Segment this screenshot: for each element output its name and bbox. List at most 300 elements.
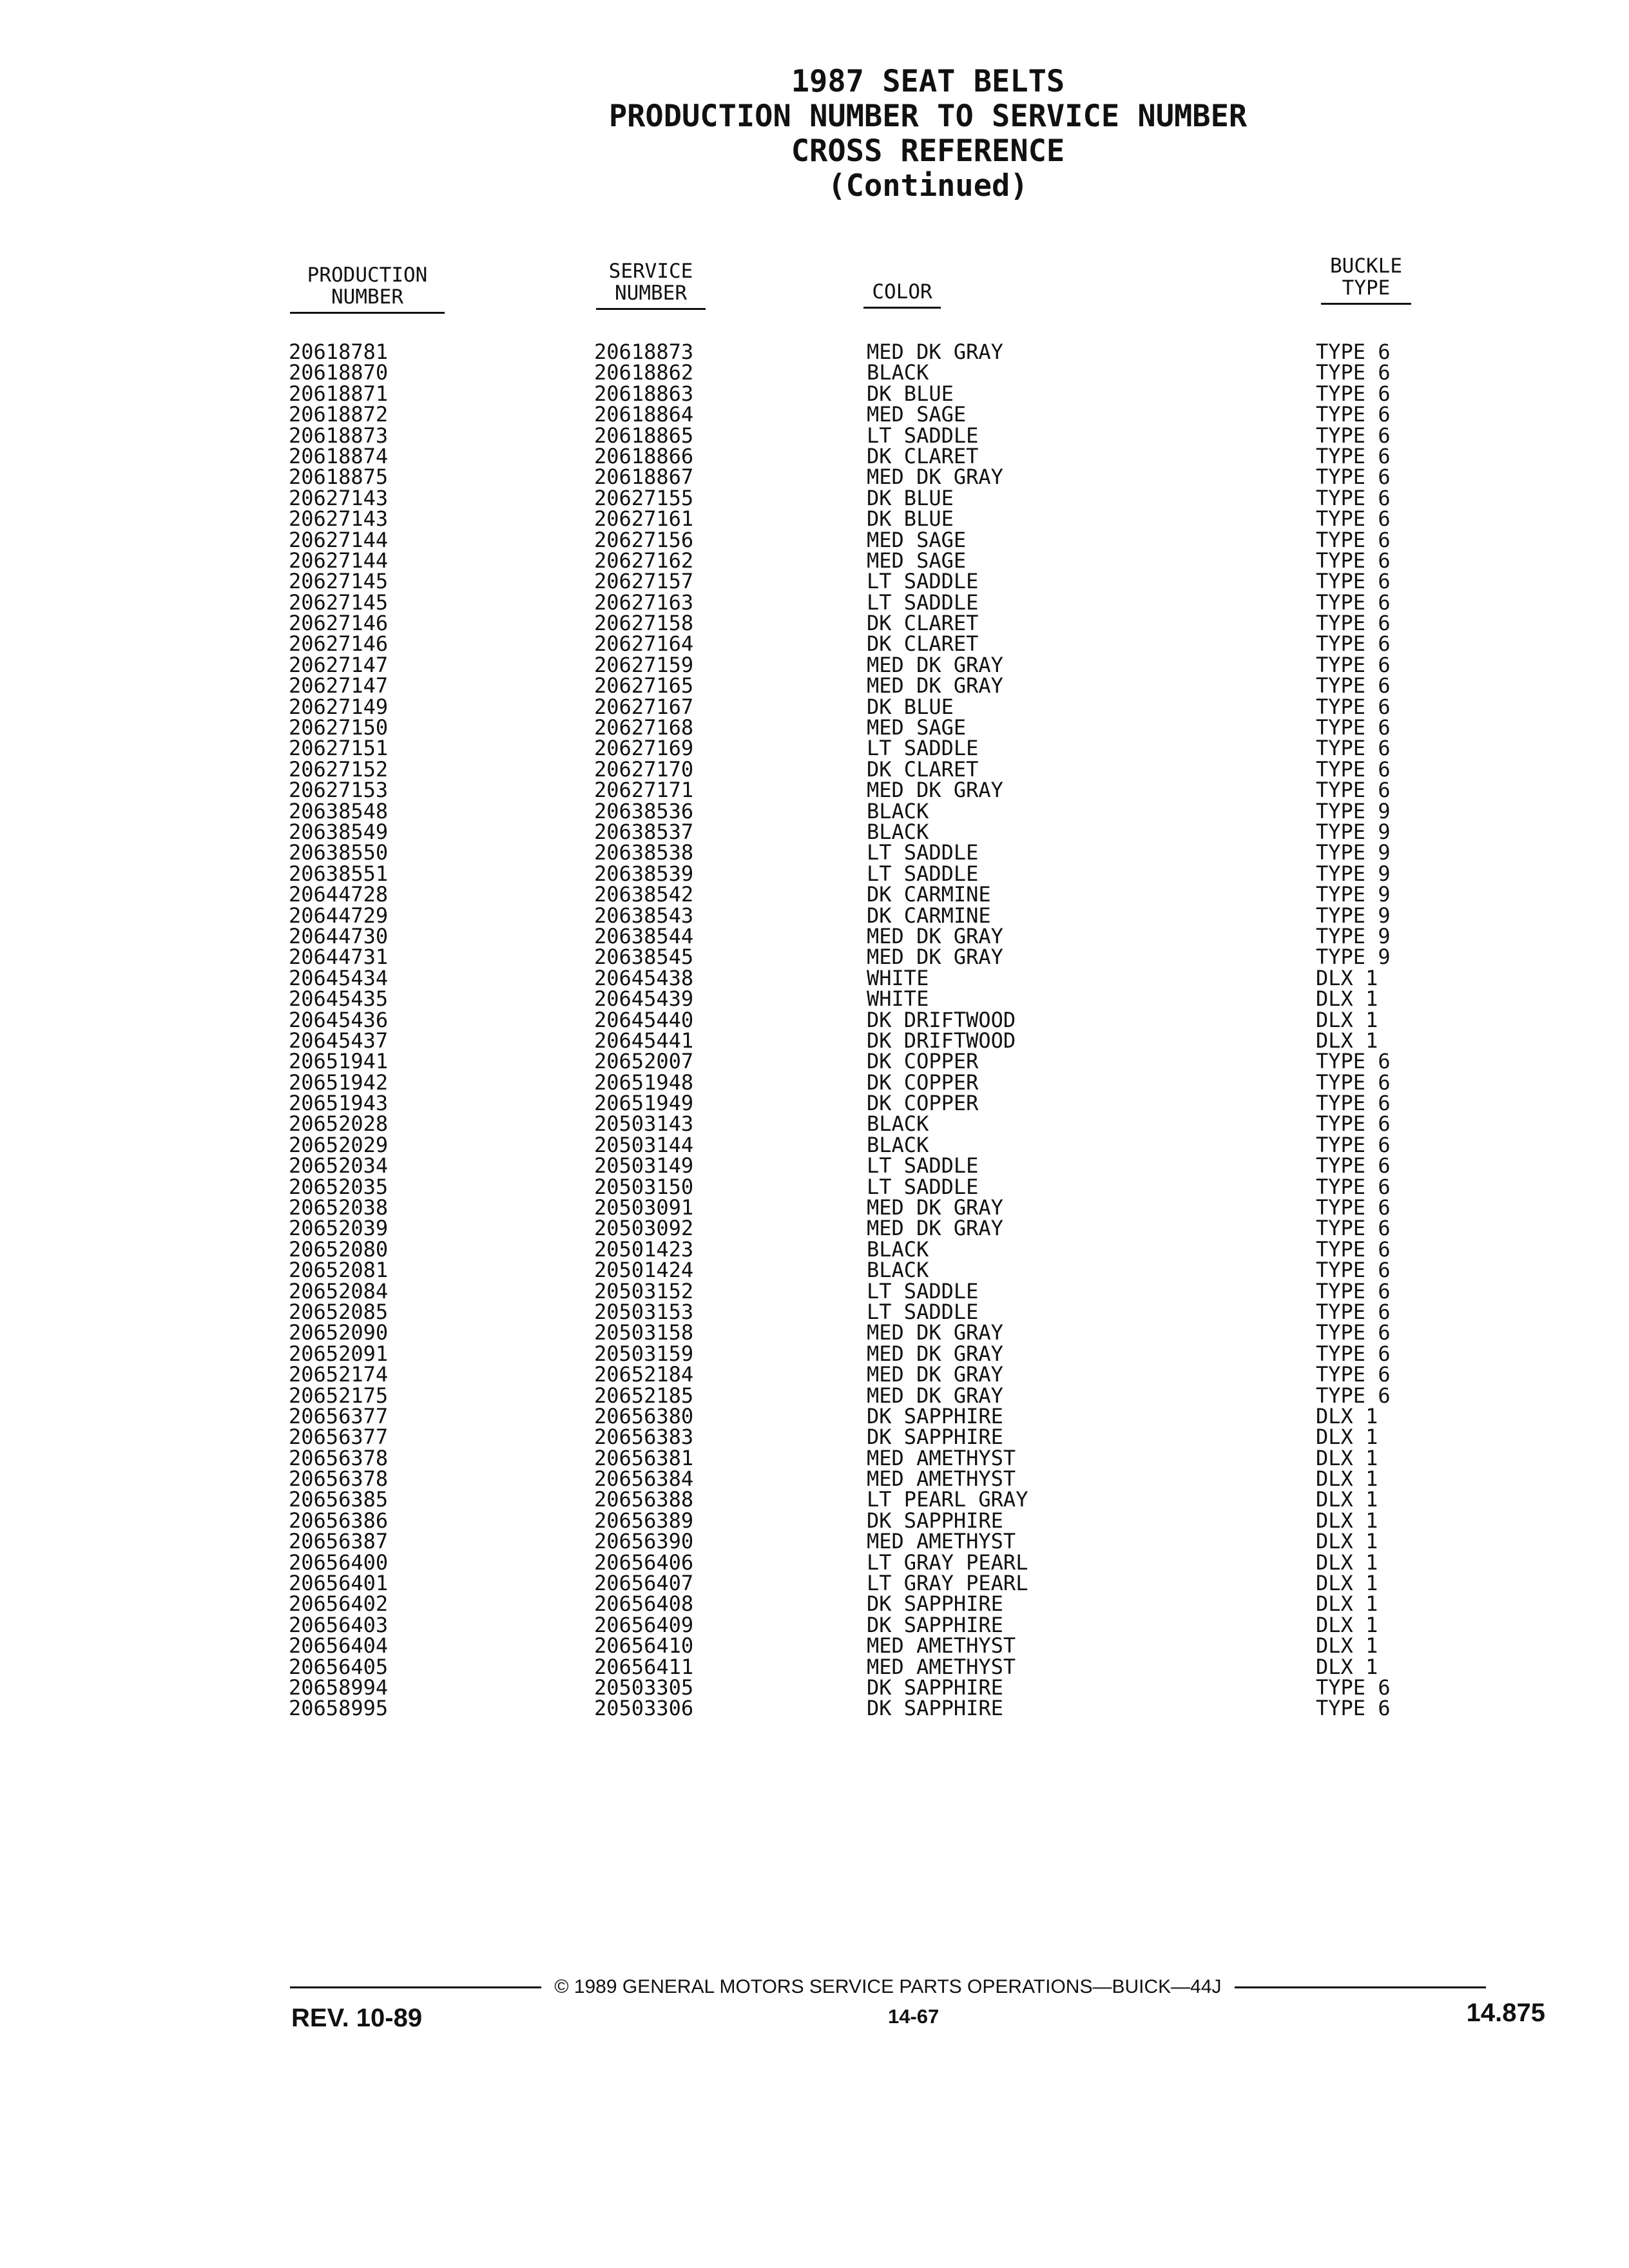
color-cell: DK CLARET: [867, 756, 979, 782]
buckle-type-cell: TYPE 6: [1316, 1299, 1391, 1324]
color-cell: MED DK GRAY: [867, 1216, 1003, 1241]
service-number-cell: 20627168: [594, 715, 694, 740]
production-number-cell: 20627144: [289, 527, 389, 552]
buckle-type-cell: DLX 1: [1316, 1445, 1378, 1470]
page-title: [503, 64, 1353, 204]
service-number-cell: 20627171: [594, 778, 694, 803]
buckle-type-cell: DLX 1: [1316, 1612, 1378, 1637]
production-number-cell: 20638549: [289, 819, 389, 844]
production-number-cell: 20656405: [289, 1654, 389, 1679]
service-number-cell: 20656406: [594, 1550, 694, 1575]
service-number-cell: 20618863: [594, 381, 694, 406]
service-number-cell: 20638545: [594, 945, 694, 970]
table-row: [0, 1591, 1629, 1617]
color-cell: MED AMETHYST: [867, 1654, 1016, 1679]
color-cell: MED DK GRAY: [867, 340, 1003, 364]
production-number-cell: 20627143: [289, 506, 389, 532]
production-number-cell: 20656403: [289, 1612, 389, 1637]
buckle-type-cell: DLX 1: [1316, 1487, 1378, 1512]
color-cell: DK DRIFTWOOD: [867, 1007, 1016, 1032]
service-number-cell: 20627161: [594, 506, 694, 532]
buckle-type-cell: TYPE 6: [1316, 611, 1391, 636]
table-row: [0, 631, 1629, 657]
production-number-cell: 20618872: [289, 402, 389, 427]
buckle-type-cell: TYPE 6: [1316, 360, 1391, 385]
table-row: [0, 965, 1629, 990]
buckle-type-cell: DLX 1: [1316, 1508, 1378, 1533]
production-number-cell: 20645435: [289, 986, 389, 1012]
service-number-cell: 20501424: [594, 1258, 694, 1283]
color-cell: DK BLUE: [867, 381, 954, 406]
color-cell: MED DK GRAY: [867, 945, 1003, 970]
service-number-cell: 20503150: [594, 1174, 694, 1199]
service-number-cell: 20652184: [594, 1362, 694, 1387]
color-cell: LT SADDLE: [867, 423, 979, 448]
color-cell: DK COPPER: [867, 1049, 979, 1074]
service-number-cell: 20627169: [594, 736, 694, 761]
buckle-type-cell: TYPE 9: [1316, 903, 1391, 928]
buckle-type-cell: TYPE 6: [1316, 1091, 1391, 1116]
color-cell: BLACK: [867, 360, 929, 385]
table-row: [0, 1174, 1629, 1199]
service-number-cell: 20638542: [594, 882, 694, 907]
color-cell: MED DK GRAY: [867, 673, 1003, 698]
section-number: 14.875: [1466, 1999, 1545, 2027]
table-row: [0, 863, 1629, 884]
production-number-cell: 20652038: [289, 1195, 389, 1220]
table-row: [0, 1552, 1629, 1573]
table-row: [0, 819, 1629, 844]
buckle-type-cell: DLX 1: [1316, 1571, 1378, 1596]
buckle-type-cell: TYPE 6: [1316, 1216, 1391, 1241]
service-number-cell: 20638544: [594, 923, 694, 948]
buckle-type-cell: TYPE 6: [1316, 756, 1391, 782]
table-row: [0, 694, 1629, 719]
buckle-type-cell: TYPE 9: [1316, 840, 1391, 865]
service-number-cell: 20652185: [594, 1383, 694, 1408]
table-row: [0, 1466, 1629, 1492]
buckle-type-cell: TYPE 6: [1316, 381, 1391, 406]
header-production-line-1: PRODUCTION: [307, 264, 428, 287]
color-cell: MED AMETHYST: [867, 1466, 1016, 1492]
service-number-cell: 20656408: [594, 1591, 694, 1617]
header-underline: [1321, 303, 1411, 305]
table-row: [0, 404, 1629, 425]
buckle-type-cell: TYPE 6: [1316, 485, 1391, 510]
table-row: [0, 675, 1629, 696]
table-row: [0, 1364, 1629, 1385]
color-cell: MED SAGE: [867, 715, 967, 740]
header-service-line-1: SERVICE: [608, 260, 693, 283]
service-number-cell: 20645438: [594, 965, 694, 990]
buckle-type-cell: TYPE 9: [1316, 819, 1391, 844]
table-row: [0, 1654, 1629, 1679]
table-row: [0, 341, 1629, 362]
table-row: [0, 717, 1629, 738]
buckle-type-cell: TYPE 6: [1316, 673, 1391, 698]
table-row: [0, 362, 1629, 383]
service-number-cell: 20627164: [594, 631, 694, 657]
color-cell: MED DK GRAY: [867, 778, 1003, 803]
service-number-cell: 20627158: [594, 611, 694, 636]
color-cell: LT SADDLE: [867, 590, 979, 615]
table-row: [0, 884, 1629, 905]
production-number-cell: 20638548: [289, 798, 389, 823]
table-row: [0, 611, 1629, 636]
production-number-cell: 20627147: [289, 673, 389, 698]
production-number-cell: 20651942: [289, 1070, 389, 1095]
production-number-cell: 20627147: [289, 652, 389, 677]
color-cell: BLACK: [867, 798, 929, 823]
production-number-cell: 20627153: [289, 778, 389, 803]
buckle-type-cell: TYPE 6: [1316, 569, 1391, 594]
service-number-cell: 20638539: [594, 861, 694, 886]
buckle-type-cell: TYPE 6: [1316, 1696, 1391, 1721]
production-number-cell: 20618874: [289, 443, 389, 468]
table-row: [0, 945, 1629, 970]
color-cell: MED SAGE: [867, 527, 967, 552]
color-cell: BLACK: [867, 1132, 929, 1157]
production-number-cell: 20656378: [289, 1466, 389, 1492]
table-row: [0, 1385, 1629, 1406]
table-row: [0, 736, 1629, 761]
buckle-type-cell: DLX 1: [1316, 1633, 1378, 1658]
color-cell: BLACK: [867, 1236, 929, 1262]
buckle-type-cell: TYPE 6: [1316, 1195, 1391, 1220]
color-cell: DK SAPPHIRE: [867, 1675, 1003, 1700]
production-number-cell: 20651943: [289, 1091, 389, 1116]
service-number-cell: 20627162: [594, 548, 694, 573]
buckle-type-cell: TYPE 6: [1316, 1132, 1391, 1157]
color-cell: DK CLARET: [867, 443, 979, 468]
production-number-cell: 20618870: [289, 360, 389, 385]
color-cell: MED DK GRAY: [867, 1320, 1003, 1345]
service-number-cell: 20645439: [594, 986, 694, 1012]
buckle-type-cell: TYPE 6: [1316, 590, 1391, 615]
service-number-cell: 20503153: [594, 1299, 694, 1324]
table-row: [0, 1343, 1629, 1364]
buckle-type-cell: TYPE 6: [1316, 631, 1391, 657]
buckle-type-cell: TYPE 6: [1316, 340, 1391, 364]
table-row: [0, 1677, 1629, 1698]
production-number-cell: 20652085: [289, 1299, 389, 1324]
buckle-type-cell: TYPE 9: [1316, 923, 1391, 948]
table-row: [0, 550, 1629, 571]
production-number-cell: 20627145: [289, 569, 389, 594]
header-buckle-line-1: BUCKLE: [1330, 255, 1402, 278]
buckle-type-cell: TYPE 6: [1316, 736, 1391, 761]
buckle-type-cell: TYPE 9: [1316, 945, 1391, 970]
table-row: [0, 1132, 1629, 1157]
buckle-type-cell: TYPE 9: [1316, 861, 1391, 886]
service-number-cell: 20656380: [594, 1403, 694, 1428]
service-number-cell: 20651948: [594, 1070, 694, 1095]
color-cell: MED AMETHYST: [867, 1529, 1016, 1554]
buckle-type-cell: DLX 1: [1316, 986, 1378, 1012]
copyright-notice: © 1989 GENERAL MOTORS SERVICE PARTS OPERATIONS—BUICK—44J: [554, 1976, 1222, 1998]
buckle-type-cell: TYPE 6: [1316, 1070, 1391, 1095]
color-cell: DK SAPPHIRE: [867, 1696, 1003, 1721]
table-row: [0, 1236, 1629, 1262]
color-cell: LT SADDLE: [867, 1174, 979, 1199]
production-number-cell: 20656387: [289, 1529, 389, 1554]
table-row: [0, 1007, 1629, 1032]
color-cell: BLACK: [867, 819, 929, 844]
color-cell: MED DK GRAY: [867, 1195, 1003, 1220]
table-row: [0, 1197, 1629, 1218]
service-number-cell: 20501423: [594, 1236, 694, 1262]
color-cell: LT SADDLE: [867, 861, 979, 886]
color-cell: WHITE: [867, 965, 929, 990]
production-number-cell: 20652035: [289, 1174, 389, 1199]
service-number-cell: 20503092: [594, 1216, 694, 1241]
color-cell: LT SADDLE: [867, 1278, 979, 1303]
page-number: 14-67: [888, 2005, 940, 2028]
service-number-cell: 20627170: [594, 756, 694, 782]
footer-rule-right: [1235, 1986, 1486, 1988]
service-number-cell: 20656389: [594, 1508, 694, 1533]
table-row: [0, 506, 1629, 532]
header-color-label: COLOR: [872, 280, 932, 303]
buckle-type-cell: TYPE 6: [1316, 1258, 1391, 1283]
color-cell: DK SAPPHIRE: [867, 1425, 1003, 1450]
column-header-buckle-type: [1315, 255, 1418, 305]
buckle-type-cell: TYPE 6: [1316, 778, 1391, 803]
table-row: [0, 1091, 1629, 1116]
production-number-cell: 20652175: [289, 1383, 389, 1408]
color-cell: DK SAPPHIRE: [867, 1591, 1003, 1617]
service-number-cell: 20618867: [594, 465, 694, 490]
color-cell: MED SAGE: [867, 402, 967, 427]
buckle-type-cell: TYPE 6: [1316, 1362, 1391, 1387]
table-row: [0, 485, 1629, 510]
table-row: [0, 465, 1629, 490]
service-number-cell: 20618862: [594, 360, 694, 385]
color-cell: LT PEARL GRAY: [867, 1487, 1028, 1512]
production-number-cell: 20652080: [289, 1236, 389, 1262]
buckle-type-cell: TYPE 6: [1316, 1236, 1391, 1262]
service-number-cell: 20618866: [594, 443, 694, 468]
color-cell: MED AMETHYST: [867, 1633, 1016, 1658]
buckle-type-cell: DLX 1: [1316, 1403, 1378, 1428]
table-row: [0, 842, 1629, 863]
service-number-cell: 20656409: [594, 1612, 694, 1637]
production-number-cell: 20627143: [289, 485, 389, 510]
buckle-type-cell: TYPE 6: [1316, 443, 1391, 468]
header-buckle-line-2: TYPE: [1342, 276, 1391, 300]
buckle-type-cell: TYPE 6: [1316, 694, 1391, 719]
production-number-cell: 20627152: [289, 756, 389, 782]
color-cell: MED SAGE: [867, 548, 967, 573]
service-number-cell: 20503091: [594, 1195, 694, 1220]
service-number-cell: 20651949: [594, 1091, 694, 1116]
color-cell: DK COPPER: [867, 1070, 979, 1095]
service-number-cell: 20656381: [594, 1445, 694, 1470]
production-number-cell: 20644731: [289, 945, 389, 970]
color-cell: DK SAPPHIRE: [867, 1403, 1003, 1428]
table-row: [0, 1322, 1629, 1343]
production-number-cell: 20652090: [289, 1320, 389, 1345]
service-number-cell: 20656383: [594, 1425, 694, 1450]
production-number-cell: 20656385: [289, 1487, 389, 1512]
production-number-cell: 20627144: [289, 548, 389, 573]
buckle-type-cell: DLX 1: [1316, 1654, 1378, 1679]
table-row: [0, 1425, 1629, 1450]
service-number-cell: 20638536: [594, 798, 694, 823]
color-cell: LT SADDLE: [867, 840, 979, 865]
service-number-cell: 20627163: [594, 590, 694, 615]
buckle-type-cell: DLX 1: [1316, 1529, 1378, 1554]
color-cell: MED DK GRAY: [867, 652, 1003, 677]
cross-reference-table: [0, 341, 1629, 1719]
production-number-cell: 20618875: [289, 465, 389, 490]
color-cell: DK CLARET: [867, 611, 979, 636]
production-number-cell: 20652091: [289, 1341, 389, 1366]
service-number-cell: 20627167: [594, 694, 694, 719]
buckle-type-cell: TYPE 6: [1316, 1153, 1391, 1178]
table-row: [0, 1072, 1629, 1093]
buckle-type-cell: TYPE 6: [1316, 1111, 1391, 1137]
production-number-cell: 20656377: [289, 1425, 389, 1450]
color-cell: DK BLUE: [867, 506, 954, 532]
production-number-cell: 20638550: [289, 840, 389, 865]
color-cell: MED DK GRAY: [867, 923, 1003, 948]
table-row: [0, 1531, 1629, 1552]
color-cell: BLACK: [867, 1111, 929, 1137]
color-cell: MED DK GRAY: [867, 1341, 1003, 1366]
buckle-type-cell: TYPE 6: [1316, 1383, 1391, 1408]
title-line-4: (Continued): [827, 168, 1028, 204]
buckle-type-cell: TYPE 6: [1316, 423, 1391, 448]
color-cell: DK SAPPHIRE: [867, 1612, 1003, 1637]
color-cell: DK CLARET: [867, 631, 979, 657]
color-cell: DK COPPER: [867, 1091, 979, 1116]
table-row: [0, 798, 1629, 823]
service-number-cell: 20656411: [594, 1654, 694, 1679]
production-number-cell: 20627151: [289, 736, 389, 761]
title-line-1: 1987 SEAT BELTS: [791, 64, 1065, 99]
table-row: [0, 1051, 1629, 1072]
service-number-cell: 20656410: [594, 1633, 694, 1658]
production-number-cell: 20638551: [289, 861, 389, 886]
table-row: [0, 425, 1629, 446]
service-number-cell: 20618873: [594, 340, 694, 364]
production-number-cell: 20652029: [289, 1132, 389, 1157]
service-number-cell: 20645441: [594, 1028, 694, 1053]
table-row: [0, 1030, 1629, 1051]
buckle-type-cell: TYPE 6: [1316, 715, 1391, 740]
service-number-cell: 20618865: [594, 423, 694, 448]
table-row: [0, 1635, 1629, 1656]
buckle-type-cell: DLX 1: [1316, 1007, 1378, 1032]
buckle-type-cell: TYPE 9: [1316, 882, 1391, 907]
table-row: [0, 778, 1629, 803]
color-cell: DK SAPPHIRE: [867, 1508, 1003, 1533]
production-number-cell: 20644729: [289, 903, 389, 928]
color-cell: LT SADDLE: [867, 1299, 979, 1324]
column-header-service-number: [586, 260, 715, 310]
service-number-cell: 20503149: [594, 1153, 694, 1178]
production-number-cell: 20644728: [289, 882, 389, 907]
production-number-cell: 20656402: [289, 1591, 389, 1617]
color-cell: LT SADDLE: [867, 1153, 979, 1178]
table-row: [0, 1510, 1629, 1531]
buckle-type-cell: TYPE 6: [1316, 402, 1391, 427]
color-cell: BLACK: [867, 1258, 929, 1283]
buckle-type-cell: DLX 1: [1316, 1550, 1378, 1575]
buckle-type-cell: TYPE 6: [1316, 548, 1391, 573]
production-number-cell: 20627145: [289, 590, 389, 615]
production-number-cell: 20658995: [289, 1696, 389, 1721]
service-number-cell: 20627165: [594, 673, 694, 698]
header-service-line-2: NUMBER: [615, 282, 687, 305]
color-cell: MED DK GRAY: [867, 465, 1003, 490]
table-row: [0, 569, 1629, 594]
production-number-cell: 20656377: [289, 1403, 389, 1428]
column-header-production-number: [284, 264, 451, 314]
table-row: [0, 1216, 1629, 1241]
production-number-cell: 20652081: [289, 1258, 389, 1283]
buckle-type-cell: DLX 1: [1316, 1591, 1378, 1617]
service-number-cell: 20618864: [594, 402, 694, 427]
service-number-cell: 20503152: [594, 1278, 694, 1303]
footer-copyright-line: [290, 1975, 1553, 1998]
header-underline: [596, 308, 706, 310]
buckle-type-cell: TYPE 6: [1316, 1049, 1391, 1074]
buckle-type-cell: TYPE 6: [1316, 527, 1391, 552]
buckle-type-cell: TYPE 9: [1316, 798, 1391, 823]
table-row: [0, 1612, 1629, 1637]
table-row: [0, 443, 1629, 468]
production-number-cell: 20656400: [289, 1550, 389, 1575]
service-number-cell: 20638543: [594, 903, 694, 928]
service-number-cell: 20503305: [594, 1675, 694, 1700]
service-number-cell: 20656407: [594, 1571, 694, 1596]
production-number-cell: 20656386: [289, 1508, 389, 1533]
table-row: [0, 1403, 1629, 1428]
table-row: [0, 1155, 1629, 1176]
production-number-cell: 20652028: [289, 1111, 389, 1137]
buckle-type-cell: TYPE 6: [1316, 1278, 1391, 1303]
buckle-type-cell: DLX 1: [1316, 1466, 1378, 1492]
header-underline: [290, 312, 445, 314]
color-cell: DK CARMINE: [867, 903, 991, 928]
title-line-3: CROSS REFERENCE: [791, 133, 1065, 169]
service-number-cell: 20627155: [594, 485, 694, 510]
color-cell: DK DRIFTWOOD: [867, 1028, 1016, 1053]
service-number-cell: 20656384: [594, 1466, 694, 1492]
color-cell: MED DK GRAY: [867, 1362, 1003, 1387]
buckle-type-cell: DLX 1: [1316, 1028, 1378, 1053]
production-number-cell: 20645436: [289, 1007, 389, 1032]
service-number-cell: 20503158: [594, 1320, 694, 1345]
buckle-type-cell: TYPE 6: [1316, 1320, 1391, 1345]
table-row: [0, 1571, 1629, 1596]
table-row: [0, 756, 1629, 782]
production-number-cell: 20618871: [289, 381, 389, 406]
production-number-cell: 20651941: [289, 1049, 389, 1074]
service-number-cell: 20638537: [594, 819, 694, 844]
service-number-cell: 20652007: [594, 1049, 694, 1074]
column-header-color: [857, 281, 947, 309]
production-number-cell: 20658994: [289, 1675, 389, 1700]
table-row: [0, 1445, 1629, 1470]
table-row: [0, 1489, 1629, 1510]
service-number-cell: 20627157: [594, 569, 694, 594]
color-cell: LT SADDLE: [867, 569, 979, 594]
production-number-cell: 20618873: [289, 423, 389, 448]
service-number-cell: 20503306: [594, 1696, 694, 1721]
